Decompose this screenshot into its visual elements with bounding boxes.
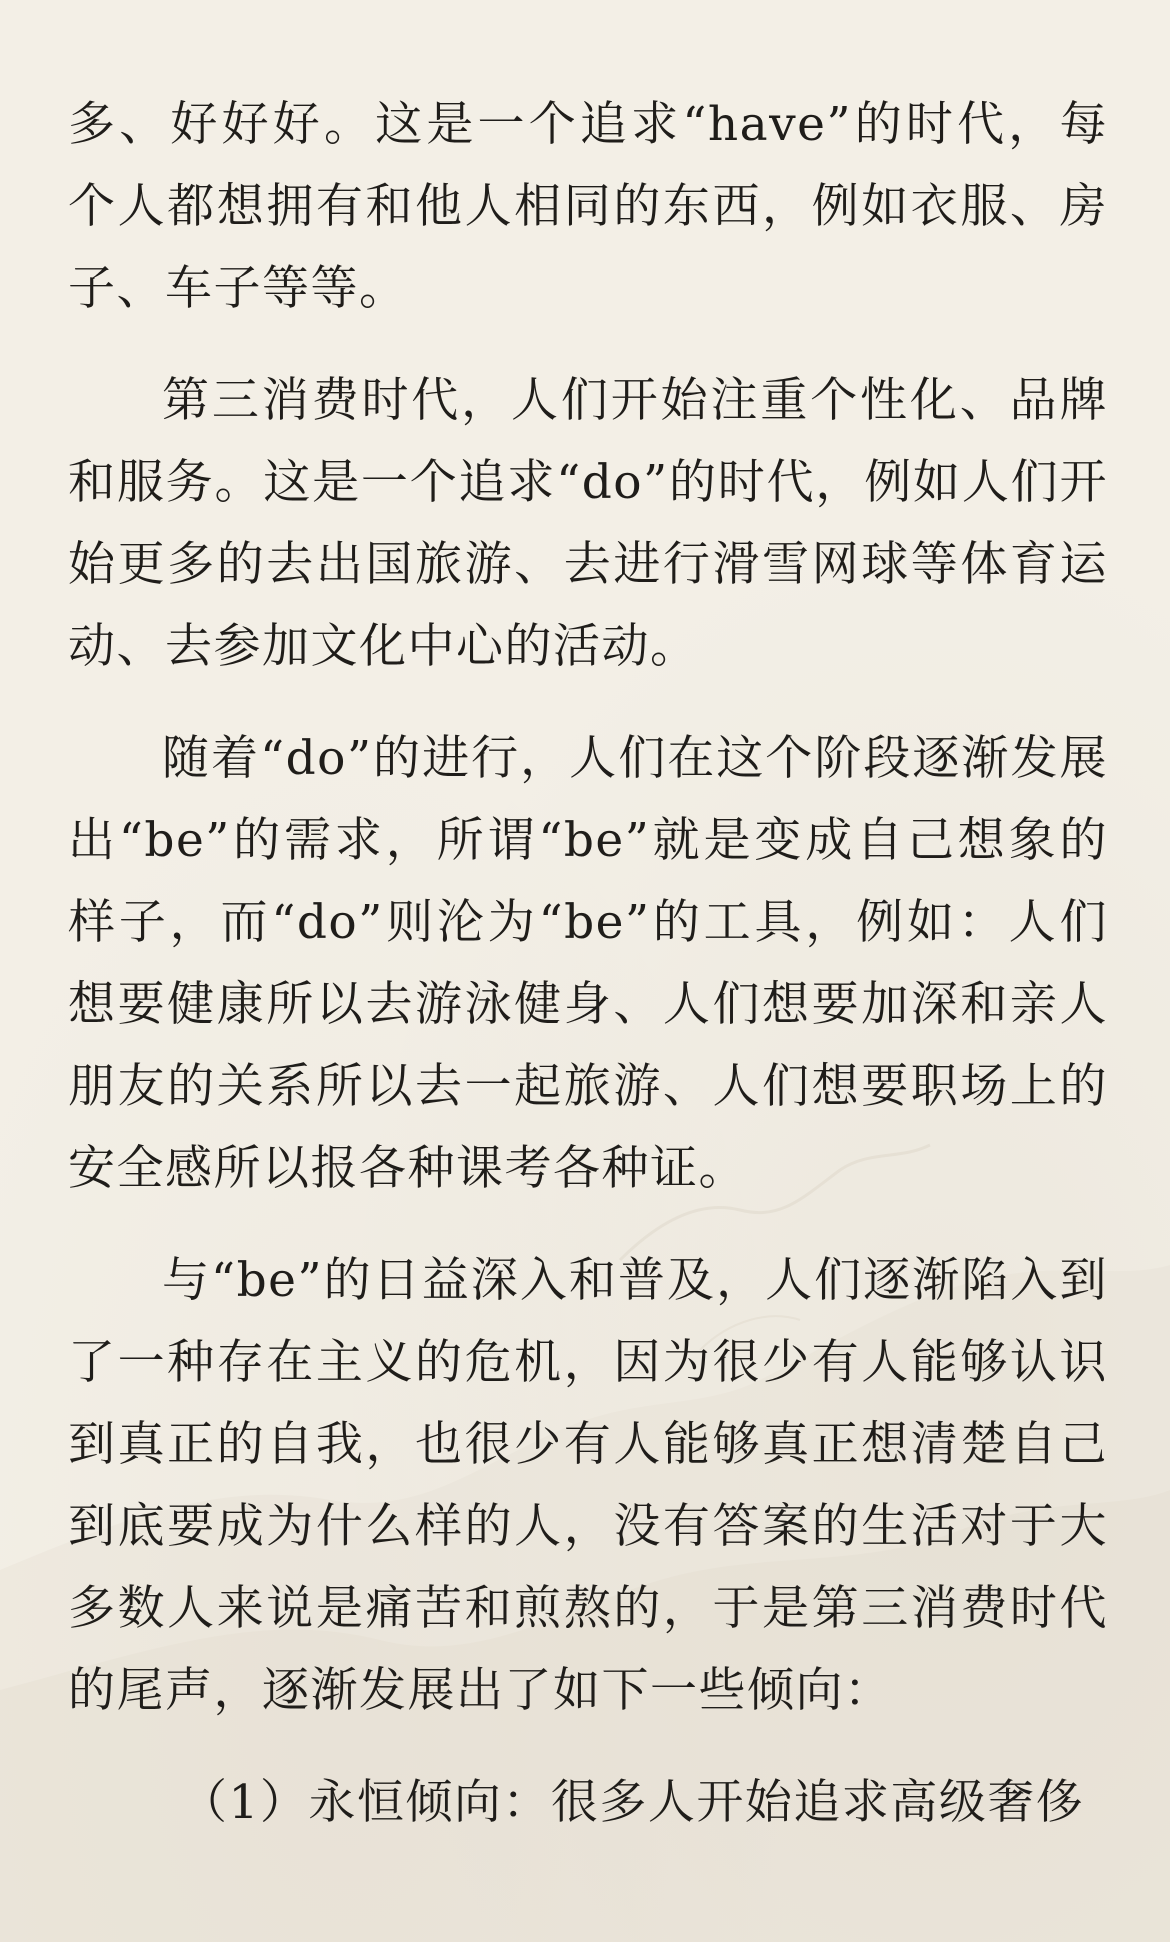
paragraph: 第三消费时代，人们开始注重个性化、品牌和服务。这是一个追求“do”的时代，例如人们开始更多的去出国旅游、去进行滑雪网球等体育运动、去参加文化中心的活动。: [68, 373, 1108, 674]
paragraph: 与“be”的日益深入和普及，人们逐渐陷入到了一种存在主义的危机，因为很少有人能够认识到真正的自我，也很少有人能够真正想清楚自己到底要成为什么样的人，没有答案的生活对于大多数人来说是痛苦和煎熬的，于是第三消费时代的尾声，逐渐发展出了如下一些倾向：: [68, 1253, 1108, 1718]
paragraph: 随着“do”的进行，人们在这个阶段逐渐发展出“be”的需求，所谓“be”就是变成自己想象的样子，而“do”则沦为“be”的工具，例如：人们想要健康所以去游泳健身、人们想要加深和亲人朋友的关系所以去一起旅游、人们想要职场上的安全感所以报各种课考各种证。: [68, 731, 1108, 1196]
list-item: （1）永恒倾向：很多人开始追求高级奢侈: [180, 1775, 1085, 1830]
paragraph-continued: 多、好好好。这是一个追求“have”的时代，每个人都想拥有和他人相同的东西，例如衣服、房子、车子等等。: [68, 97, 1108, 316]
article-body: [68, 84, 1108, 1844]
